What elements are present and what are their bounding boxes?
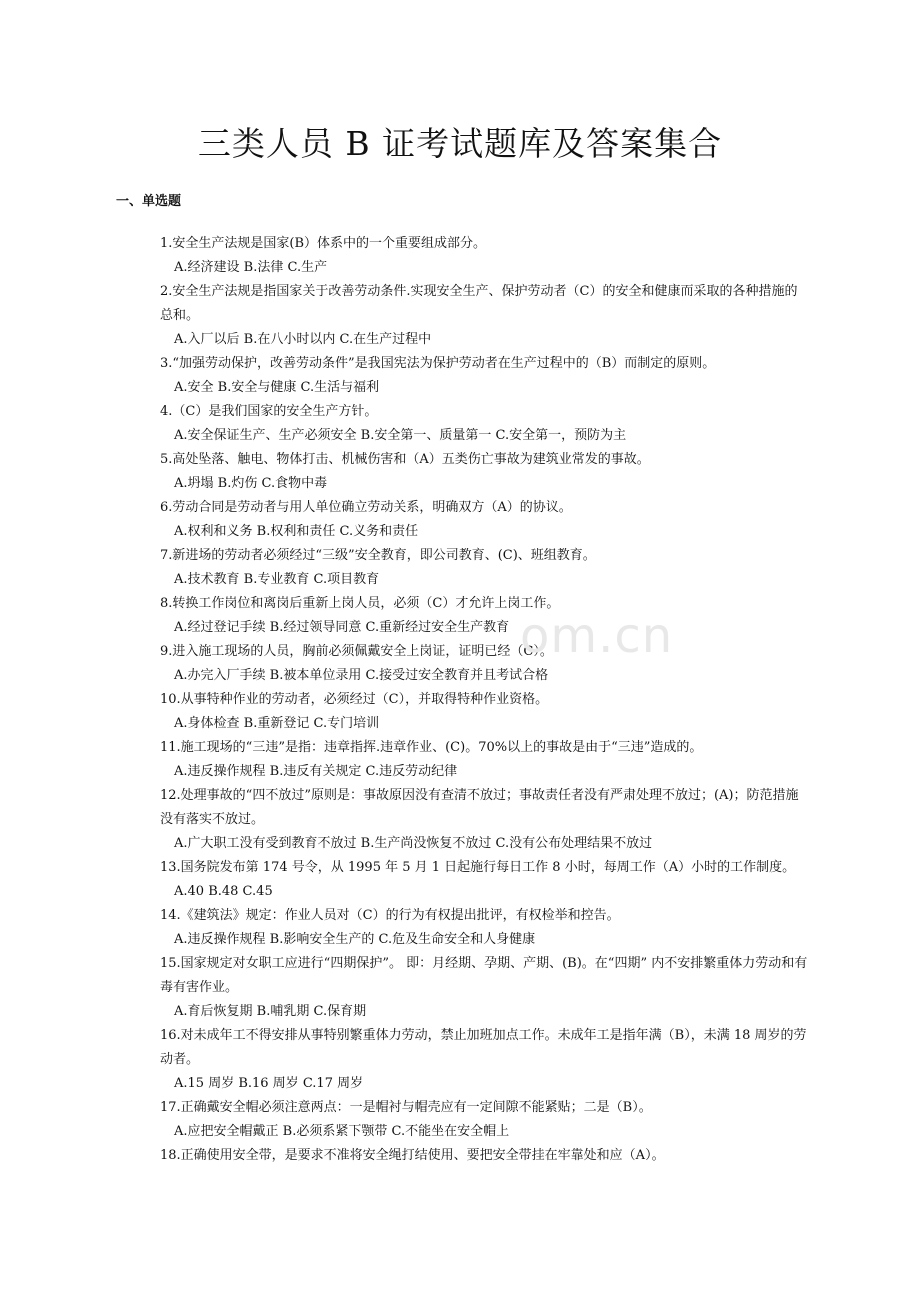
- answer-options: A.经过登记手续 B.经过领导同意 C.重新经过安全生产教育: [174, 620, 510, 635]
- answer-options: A.坍塌 B.灼伤 C.食物中毒: [174, 476, 328, 491]
- question-text: 13.国务院发布第 174 号令，从 1995 年 5 月 1 日起施行每日工作 8 小时，每周工作（A）小时的工作制度。: [160, 860, 796, 875]
- answer-options: A.经济建设 B.法律 C.生产: [174, 260, 328, 275]
- question-text: 12.处理事故的“四不放过”原则是：事故原因没有查清不放过；事故责任者没有严肃处理不放过；(A)；防范措施没有落实不放过。: [160, 788, 799, 827]
- question-text: 3.“加强劳动保护，改善劳动条件”是我国宪法为保护劳动者在生产过程中的（B）而制定的原则。: [160, 356, 716, 371]
- answer-options: A.权利和义务 B.权利和责任 C.义务和责任: [174, 524, 419, 539]
- question-text: 16.对未成年工不得安排从事特别繁重体力劳动，禁止加班加点工作。未成年工是指年满（B），未满 18 周岁的劳动者。: [160, 1028, 807, 1067]
- question-text: 18.正确使用安全带，是要求不准将安全绳打结使用、要把安全带挂在牢靠处和应（A）。: [160, 1148, 665, 1163]
- answer-options: A.应把安全帽戴正 B.必须系紧下颚带 C.不能坐在安全帽上: [174, 1124, 510, 1139]
- answer-options: A.身体检查 B.重新登记 C.专门培训: [174, 716, 380, 731]
- question-text: 6.劳动合同是劳动者与用人单位确立劳动关系，明确双方（A）的协议。: [160, 500, 572, 515]
- question-text: 8.转换工作岗位和离岗后重新上岗人员，必须（C）才允许上岗工作。: [160, 596, 560, 611]
- answer-options: A.15 周岁 B.16 周岁 C.17 周岁: [174, 1076, 364, 1091]
- document-title: 三类人员 B 证考试题库及答案集合: [197, 124, 723, 163]
- question-text: 9.进入施工现场的人员，胸前必须佩戴安全上岗证，证明已经（C）。: [160, 644, 553, 659]
- question-text: 1.安全生产法规是国家(B）体系中的一个重要组成部分。: [160, 236, 487, 251]
- question-text: 5.高处坠落、触电、物体打击、机械伤害和（A）五类伤亡事故为建筑业常发的事故。: [160, 452, 650, 467]
- question-text: 14.《建筑法》规定：作业人员对（C）的行为有权提出批评，有权检举和控告。: [160, 908, 620, 923]
- section-heading: 一、单选题: [116, 194, 182, 209]
- answer-options: A.广大职工没有受到教育不放过 B.生产尚没恢复不放过 C.没有公布处理结果不放过: [174, 836, 653, 851]
- question-text: 7.新进场的劳动者必须经过“三级”安全教育，即公司教育、(C)、班组教育。: [160, 548, 596, 563]
- answer-options: A.违反操作规程 B.违反有关规定 C.违反劳动纪律: [174, 764, 458, 779]
- question-text: 4.（C）是我们国家的安全生产方针。: [160, 404, 378, 419]
- answer-options: A.育后恢复期 B.哺乳期 C.保育期: [174, 1004, 367, 1019]
- answer-options: A.安全保证生产、生产必须安全 B.安全第一、质量第一 C.安全第一，预防为主: [174, 428, 627, 443]
- question-text: 15.国家规定对女职工应进行“四期保护”。 即：月经期、孕期、产期、(B)。在“四期” 内不安排繁重体力劳动和有毒有害作业。: [160, 956, 808, 995]
- question-text: 17.正确戴安全帽必须注意两点：一是帽衬与帽壳应有一定间隙不能紧贴；二是（B）。: [160, 1100, 652, 1115]
- answer-options: A.40 B.48 C.45: [174, 884, 273, 899]
- answer-options: A.安全 B.安全与健康 C.生活与福利: [174, 380, 380, 395]
- answer-options: A.技术教育 B.专业教育 C.项目教育: [174, 572, 380, 587]
- watermark: om.cn: [520, 608, 674, 664]
- question-text: 10.从事特种作业的劳动者，必须经过（C），并取得特种作业资格。: [160, 692, 549, 707]
- answer-options: A.违反操作规程 B.影响安全生产的 C.危及生命安全和人身健康: [174, 932, 536, 947]
- question-text: 2.安全生产法规是指国家关于改善劳动条件.实现安全生产、保护劳动者（C）的安全和健康而采取的各种措施的总和。: [160, 284, 798, 323]
- question-list: [160, 232, 810, 1168]
- question-text: 11.施工现场的“三违”是指：违章指挥.违章作业、(C)。70%以上的事故是由于“三违”造成的。: [160, 740, 703, 755]
- answer-options: A.办完入厂手续 B.被本单位录用 C.接受过安全教育并且考试合格: [174, 668, 549, 683]
- answer-options: A.入厂以后 B.在八小时以内 C.在生产过程中: [174, 332, 432, 347]
